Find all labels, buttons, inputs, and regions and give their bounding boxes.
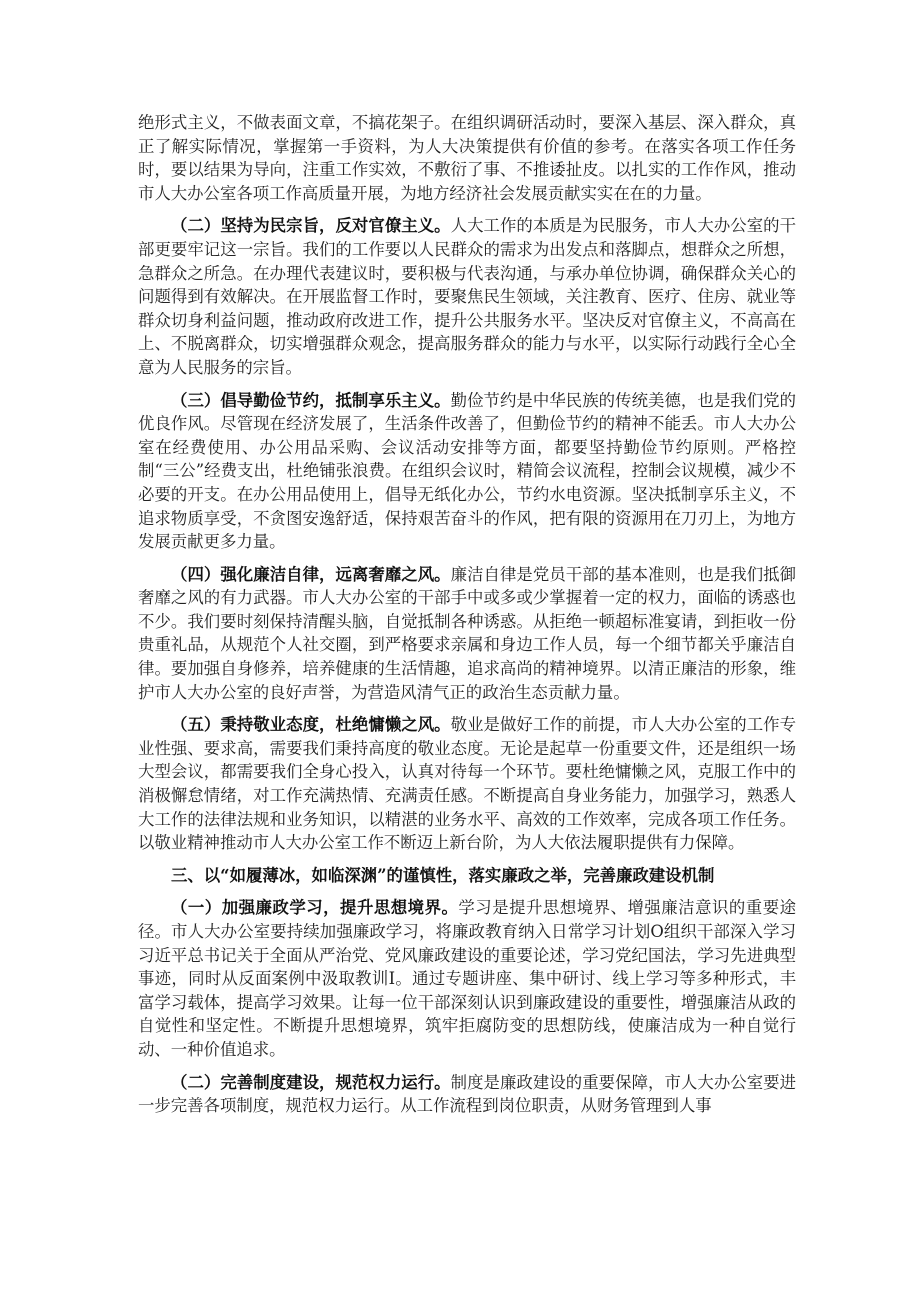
- section-paragraph-1: [138, 896, 796, 1061]
- paragraph-item-4: [138, 563, 796, 705]
- paragraph-text: 制度是廉政建设的重要保障，市人大办公室要进一步完善各项制度，规范权力运行。从工作流程到岗位职责，从财务管理到人事: [138, 1072, 797, 1116]
- paragraph-text: 学习是提升思想境界、增强廉洁意识的重要途径。市人大办公室要持续加强廉政学习，将廉政教育纳入日常学习计划O组织干部深入学习习近平总书记关于全面从严治党、党风廉政建设的重要论述，学习党纪国法，学习先进典型事迹，同时从反面案例中汲取教训I。通过专题讲座、集中研讨、线上学习等多种形式，丰富学习载体，提高学习效果。让每一位干部深刻认识到廉政建设的重要性，增强廉洁从政的自觉性和坚定性。不断提升思想境界，筑牢拒腐防变的思想防线，使廉洁成为一种自觉行动、一种价值追求。: [138, 898, 797, 1059]
- section-paragraph-2: [138, 1071, 796, 1118]
- paragraph-lead: （五）秉持敬业态度，杜绝慵懒之风。: [171, 715, 451, 735]
- paragraph-text: 敬业是做好工作的前提，市人大办公室的工作专业性强、要求高，需要我们秉持高度的敬业态度。无论是起草一份重要文件，还是组织一场大型会议，都需要我们全身心投入，认真对待每一个环节。要杜绝慵懒之风，克服工作中的消极懈怠情绪，对工作充满热情、充满责任感。不断提高自身业务能力，加强学习，熟悉人大工作的法律法规和业务知识，以精湛的业务水平、高效的工作效率，完成各项工作任务。以敬业精神推动市人大办公室工作不断迈上新台阶，为人大依法履职提供有力保障。: [138, 715, 797, 853]
- paragraph-lead: （四）强化廉洁自律，远离奢靡之风。: [171, 564, 451, 584]
- paragraph-lead: （二）坚持为民宗旨，反对官僚主义。: [171, 216, 451, 236]
- paragraph-intro-continuation: [138, 111, 796, 205]
- paragraph-item-3: [138, 389, 796, 554]
- paragraph-text: 绝形式主义，不做表面文章，不搞花架子。在组织调研活动时，要深入基层、深入群众，真正了解实际情况，掌握第一手资料，为人大决策提供有价值的参考。在落实各项工作任务时，要以结果为导向，注重工作实效，不敷衍了事、不推诿扯皮。以扎实的工作作风，推动市人大办公室各项工作高质量开展，为地方经济社会发展贡献实实在在的力量。: [138, 113, 796, 203]
- paragraph-lead: （三）倡导勤俭节约，抵制享乐主义。: [171, 390, 451, 410]
- paragraph-text: 勤俭节约是中华民族的传统美德，也是我们党的优良作风。尽管现在经济发展了，生活条件改善了，但勤俭节约的精神不能丢。市人大办公室在经费使用、办公用品采购、会议活动安排等方面，都要坚持勤俭节约原则。严格控制“三公”经费支出，杜绝铺张浪费。在组织会议时，精简会议流程，控制会议规模，减少不必要的开支。在办公用品使用上，倡导无纸化办公，节约水电资源。坚决抵制享乐主义，不追求物质享受，不贪图安逸舒适，保持艰苦奋斗的作风，把有限的资源用在刀刃上，为地方发展贡献更多力量。: [138, 390, 797, 552]
- paragraph-text: 廉洁自律是党员干部的基本准则，也是我们抵御奢靡之风的有力武器。市人大办公室的干部手中或多或少掌握着一定的权力，面临的诱惑也不少。我们要时刻保持清醒头脑，自觉抵制各种诱惑。从拒绝一顿超标准宴请，到拒收一份贵重礼品，从规范个人社交圈，到严格要求亲属和身边工作人员，每一个细节都关乎廉洁自律。要加强自身修养，培养健康的生活情趣，追求高尚的精神境界。以清正廉洁的形象，维护市人大办公室的良好声誉，为营造风清气正的政治生态贡献力量。: [138, 564, 797, 702]
- document-page: [138, 111, 796, 1127]
- paragraph-item-5: [138, 713, 796, 855]
- section-heading: 三、以“如履薄冰，如临深渊”的谨慎性，落实廉政之举，完善廉政建设机制: [171, 865, 715, 885]
- paragraph-lead: （二）完善制度建设，规范权力运行。: [171, 1072, 451, 1092]
- paragraph-text: 人大工作的本质是为民服务，市人大办公室的干部更要牢记这一宗旨。我们的工作要以人民群众的需求为出发点和落脚点，想群众之所想，急群众之所急。在办理代表建议时，要积极与代表沟通，与承办单位协调，确保群众关心的问题得到有效解决。在开展监督工作时，要聚焦民生领域，关注教育、医疗、住房、就业等群众切身利益问题，推动政府改进工作，提升公共服务水平。坚决反对官僚主义，不高高在上、不脱离群众，切实增强群众观念，提高服务群众的能力与水平，以实际行动践行全心全意为人民服务的宗旨。: [138, 216, 797, 377]
- paragraph-item-2: [138, 214, 796, 379]
- paragraph-lead: （一）加强廉政学习，提升思想境界。: [171, 898, 459, 918]
